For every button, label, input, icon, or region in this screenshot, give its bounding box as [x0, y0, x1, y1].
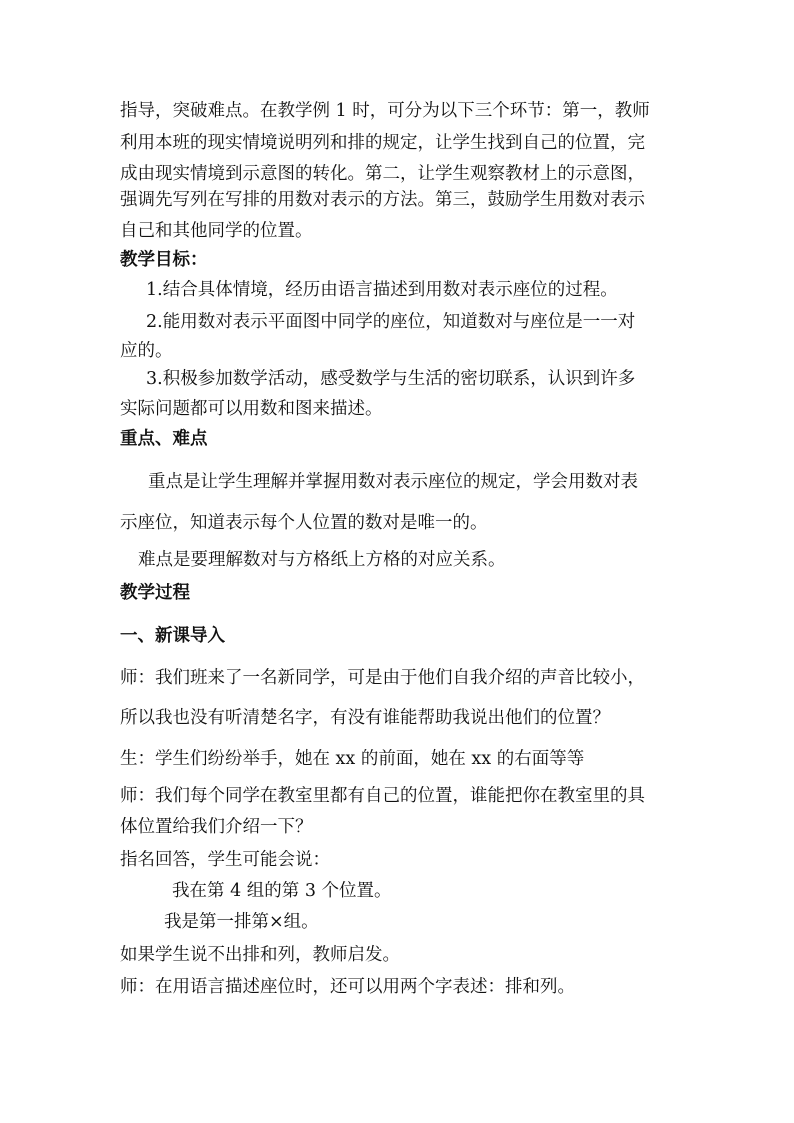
key-points-heading: 重点、难点 [120, 429, 208, 449]
key-point-line: 示座位，知道表示每个人位置的数对是唯一的。 [120, 513, 488, 533]
difficult-point-line: 难点是要理解数对与方格纸上方格的对应关系。 [138, 550, 506, 570]
dialogue-line: 体位置给我们介绍一下？ [120, 817, 313, 837]
dialogue-line: 生：学生们纷纷举手，她在 xx 的前面，她在 xx 的右面等等 [120, 749, 585, 769]
goal-item: 2.能用数对表示平面图中同学的座位，知道数对与座位是一一对 [146, 312, 636, 332]
dialogue-line: 所以我也没有听清楚名字，有没有谁能帮助我说出他们的位置？ [120, 708, 610, 728]
goal-item: 1.结合具体情境，经历由语言描述到用数对表示座位的过程。 [146, 280, 618, 300]
intro-line: 成由现实情境到示意图的转化。第二，让学生观察教材上的示意图， [120, 164, 645, 184]
key-point-line: 重点是让学生理解并掌握用数对表示座位的规定，学会用数对表 [148, 472, 638, 492]
intro-line: 利用本班的现实情境说明列和排的规定，让学生找到自己的位置，完 [120, 133, 645, 153]
section-heading: 一、新课导入 [120, 626, 225, 646]
student-answer: 我是第一排第×组。 [164, 912, 319, 932]
goal-item-continuation: 应的。 [120, 341, 173, 361]
dialogue-line: 师：我们每个同学在教室里都有自己的位置，谁能把你在教室里的具 [120, 786, 645, 806]
student-answer: 我在第 4 组的第 3 个位置。 [172, 881, 392, 901]
dialogue-line: 指名回答，学生可能会说： [120, 850, 330, 870]
dialogue-line: 如果学生说不出排和列，教师启发。 [120, 945, 400, 965]
intro-line: 强调先写列在写排的用数对表示的方法。第三，鼓励学生用数对表示 [120, 190, 645, 210]
dialogue-line: 师：在用语言描述座位时，还可以用两个字表述：排和列。 [120, 977, 575, 997]
goal-item: 3.积极参加数学活动，感受数学与生活的密切联系，认识到许多 [146, 369, 636, 389]
goals-heading: 教学目标： [120, 250, 208, 270]
intro-line: 指导，突破难点。在教学例 1 时，可分为以下三个环节：第一，教师 [120, 101, 650, 121]
dialogue-line: 师：我们班来了一名新同学，可是由于他们自我介绍的声音比较小， [120, 668, 645, 688]
goal-item-continuation: 实际问题都可以用数和图来描述。 [120, 399, 383, 419]
intro-line: 自己和其他同学的位置。 [120, 221, 313, 241]
process-heading: 教学过程 [120, 583, 190, 603]
